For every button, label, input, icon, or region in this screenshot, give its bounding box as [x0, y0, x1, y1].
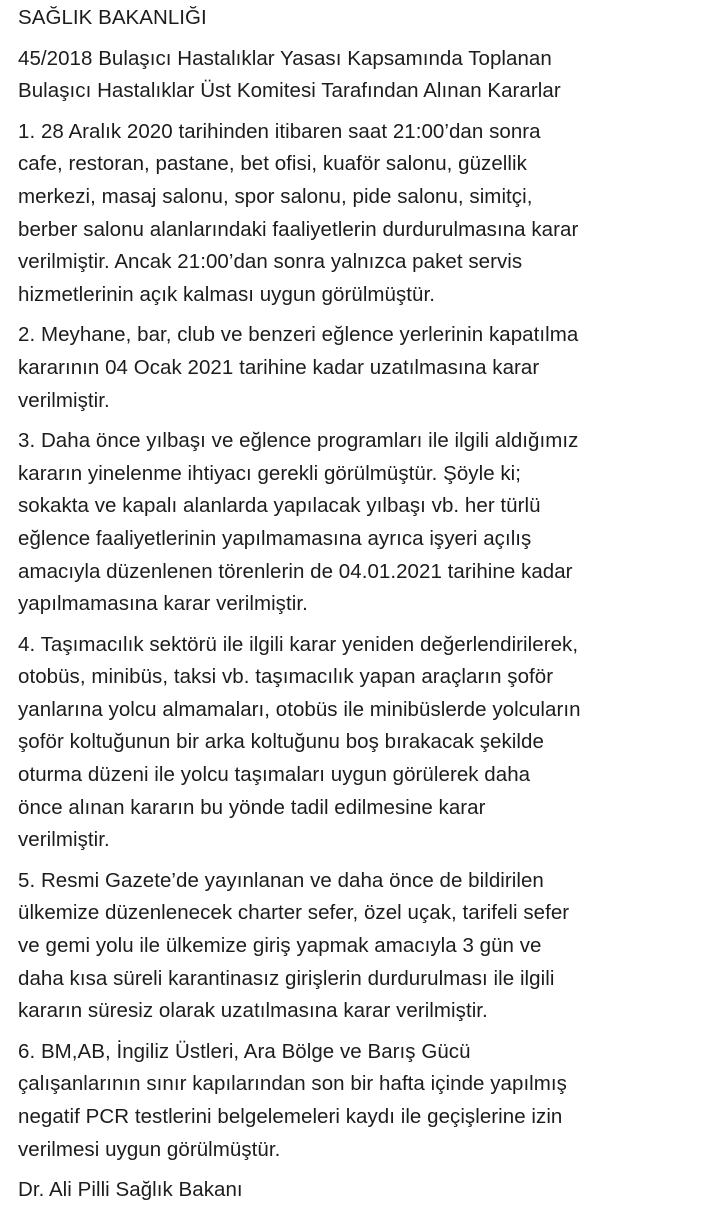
- decision-line: ve gemi yolu ile ülkemize giriş yapmak amacıyla 3 gün ve: [18, 934, 542, 958]
- decision-line: 2. Meyhane, bar, club ve benzeri eğlence yerlerinin kapatılma: [18, 323, 579, 347]
- decision-line: önce alınan kararın bu yönde tadil edilmesine karar: [18, 795, 486, 819]
- decision-item-1: [18, 116, 708, 312]
- decision-line: cafe, restoran, pastane, bet ofisi, kuaför salonu, güzellik: [18, 152, 527, 176]
- decision-line: verilmiştir. Ancak 21:00’dan sonra yalnızca paket servis: [18, 250, 523, 274]
- decision-line: 3. Daha önce yılbaşı ve eğlence programları ile ilgili aldığımız: [18, 429, 579, 453]
- title-line: 45/2018 Bulaşıcı Hastalıklar Yasası Kapsamında Toplanan: [18, 46, 552, 70]
- decision-item-3: [18, 425, 708, 621]
- decision-line: kararının 04 Ocak 2021 tarihine kadar uzatılmasına karar: [18, 355, 540, 379]
- decision-line: 1. 28 Aralık 2020 tarihinden itibaren saat 21:00’dan sonra: [18, 119, 541, 143]
- decision-item-5: [18, 865, 708, 1028]
- signature: Dr. Ali Pilli Sağlık Bakanı: [18, 1178, 243, 1202]
- decision-line: sokakta ve kapalı alanlarda yapılacak yılbaşı vb. her türlü: [18, 494, 541, 518]
- decision-line: yanlarına yolcu almamaları, otobüs ile minibüslerde yolcuların: [18, 697, 581, 721]
- decision-line: verilmesi uygun görülmüştür.: [18, 1137, 281, 1161]
- title-line: Bulaşıcı Hastalıklar Üst Komitesi Tarafından Alınan Kararlar: [18, 79, 561, 103]
- decision-line: verilmiştir.: [18, 828, 110, 852]
- decision-line: oturma düzeni ile yolcu taşımaları uygun görülerek daha: [18, 763, 531, 787]
- decision-line: kararın süresiz olarak uzatılmasına karar verilmiştir.: [18, 999, 488, 1023]
- decision-line: 5. Resmi Gazete’de yayınlanan ve daha önce de bildirilen: [18, 868, 544, 892]
- decision-line: amacıyla düzenlenen törenlerin de 04.01.2021 tarihine kadar: [18, 559, 573, 583]
- decision-line: 4. Taşımacılık sektörü ile ilgili karar yeniden değerlendirilerek,: [18, 632, 579, 656]
- decision-line: verilmiştir.: [18, 388, 110, 412]
- decision-line: ülkemize düzenlenecek charter sefer, özel uçak, tarifeli sefer: [18, 901, 570, 925]
- decision-item-4: [18, 629, 708, 857]
- decision-line: otobüs, minibüs, taksi vb. taşımacılık yapan araçların şoför: [18, 665, 554, 689]
- decision-line: yapılmamasına karar verilmiştir.: [18, 592, 308, 616]
- decision-item-6: [18, 1036, 708, 1166]
- document-page: [18, 0, 708, 1207]
- document-title: [18, 43, 708, 108]
- decision-line: hizmetlerinin açık kalması uygun görülmüştür.: [18, 282, 435, 306]
- decision-line: şoför koltuğunun bir arka koltuğunu boş bırakacak şekilde: [18, 730, 544, 754]
- ministry-header: SAĞLIK BAKANLIĞI: [18, 6, 207, 29]
- decision-line: berber salonu alanlarındaki faaliyetlerin durdurulmasına karar: [18, 217, 579, 241]
- decision-line: çalışanlarının sınır kapılarından son bir hafta içinde yapılmış: [18, 1072, 567, 1096]
- decision-line: merkezi, masaj salonu, spor salonu, pide salonu, simitçi,: [18, 184, 533, 208]
- decision-line: 6. BM,AB, İngiliz Üstleri, Ara Bölge ve Barış Gücü: [18, 1039, 471, 1063]
- decision-item-2: [18, 319, 708, 417]
- decision-line: daha kısa süreli karantinasız girişlerin durdurulması ile ilgili: [18, 966, 555, 990]
- decision-line: kararın yinelenme ihtiyacı gerekli görülmüştür. Şöyle ki;: [18, 461, 522, 485]
- decision-line: negatif PCR testlerini belgelemeleri kaydı ile geçişlerine izin: [18, 1105, 563, 1128]
- decision-line: eğlence faaliyetlerinin yapılmamasına ayrıca işyeri açılış: [18, 526, 532, 550]
